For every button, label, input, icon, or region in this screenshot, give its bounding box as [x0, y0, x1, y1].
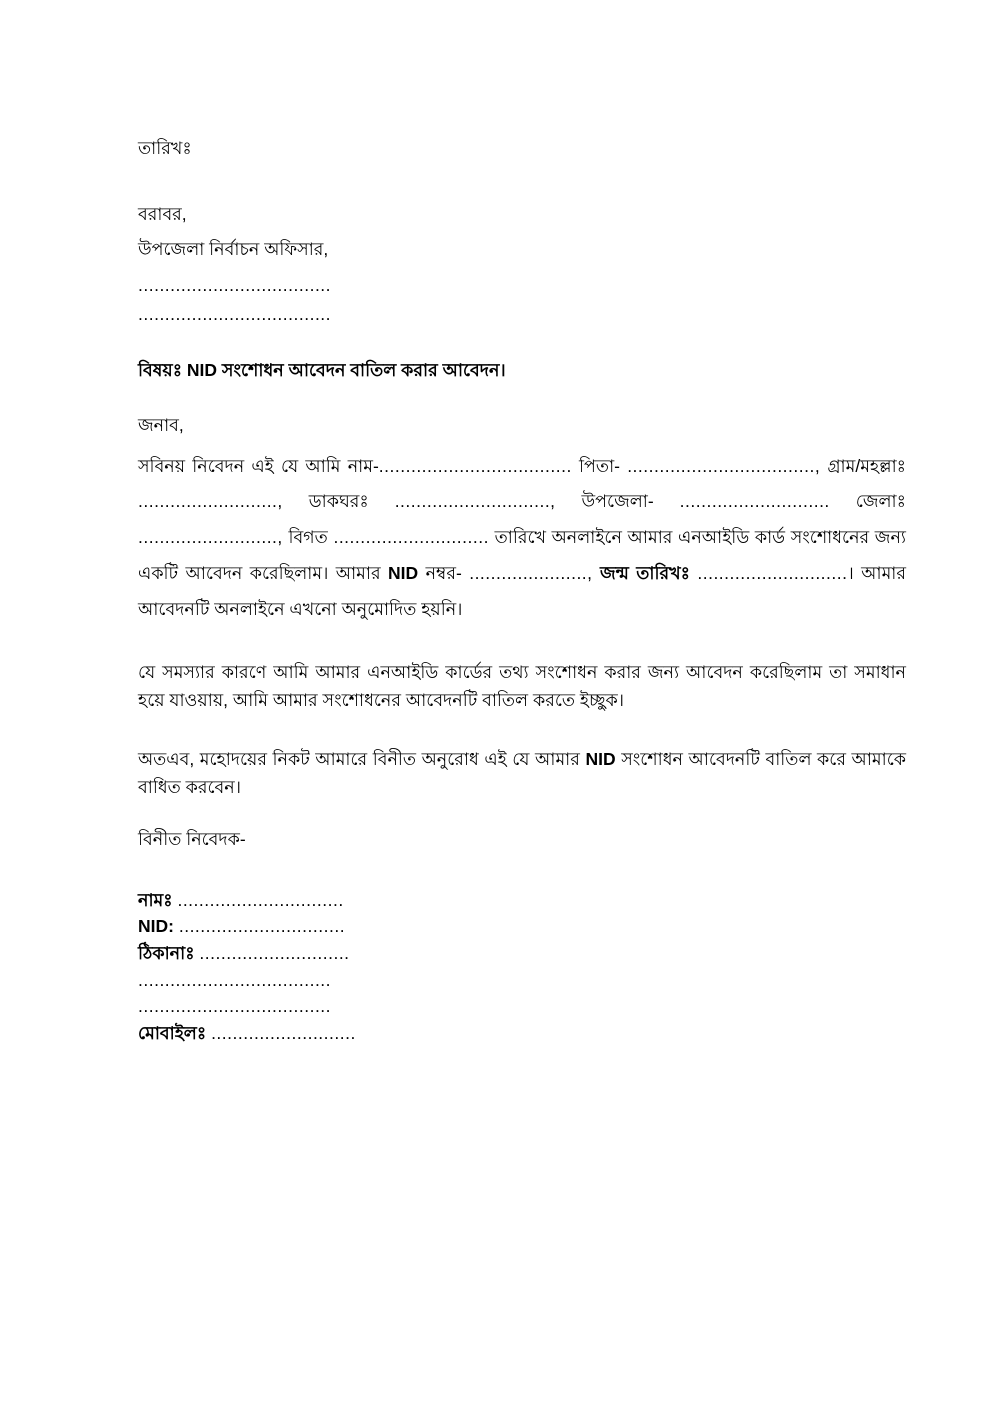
- signature-name-label: নামঃ: [138, 889, 173, 910]
- recipient-blank-2: ....................................: [138, 304, 332, 324]
- spacer-before-para1: [138, 435, 906, 449]
- signature-name-blank: ...............................: [177, 889, 344, 910]
- date-label: তারিখঃ: [138, 138, 192, 158]
- letter-body: [138, 140, 906, 1046]
- p1-segment-3: । আমার আবেদনটি অনলাইনে এখনো অনুমোদিত হয়নি।: [138, 563, 906, 619]
- p3-nid: NID: [585, 748, 616, 769]
- body-paragraph-3: [138, 745, 906, 802]
- addressee-to: বরাবর,: [138, 203, 187, 224]
- p1-label-number: নম্বর-: [425, 563, 462, 584]
- signature-address-blank-2: ....................................: [138, 969, 332, 990]
- p1-label-nid: NID: [388, 563, 419, 584]
- spacer-before-para2: [138, 628, 906, 658]
- p1-label-dob: জন্ম তারিখঃ: [599, 563, 690, 584]
- p1-blank-village: ..........................,: [138, 491, 283, 512]
- p1-blank-father: ...................................,: [627, 455, 821, 476]
- p1-segment-2: তারিখে অনলাইনে আমার এনআইডি কার্ড সংশোধনের জন্য একটি আবেদন করেছিলাম। আমার: [138, 527, 906, 584]
- signature-nid-blank: ...............................: [178, 916, 346, 937]
- recipient-office: উপজেলা নির্বাচন অফিসার,: [138, 239, 329, 259]
- recipient-blank-1: ....................................: [138, 274, 332, 295]
- signature-address-blank: ............................: [199, 942, 350, 963]
- recipient-blank-row-2: [138, 306, 906, 324]
- spacer-before-signature: [138, 849, 906, 887]
- p1-blank-district: ..........................,: [138, 527, 283, 548]
- spacer-before-subject: [138, 324, 906, 362]
- spacer-before-para3: [138, 715, 906, 745]
- greeting: জনাব,: [138, 415, 184, 435]
- p1-blank-upazila: ............................: [679, 491, 830, 512]
- greeting-row: [138, 417, 906, 435]
- signature-address-row: [138, 940, 906, 967]
- p1-blank-date: .............................: [333, 527, 489, 548]
- addressee-row: [138, 203, 906, 224]
- closing: বিনীত নিবেদক-: [138, 829, 246, 850]
- signature-address-blank-3: ....................................: [138, 996, 332, 1017]
- recipient-blank-row-1: [138, 274, 906, 295]
- spacer-before-closing: [138, 801, 906, 831]
- signature-name-row: [138, 887, 906, 914]
- p1-label-past: বিগত: [288, 527, 328, 548]
- p1-segment-1: সবিনয় নিবেদন এই যে আমি নাম-: [138, 455, 379, 476]
- closing-row: [138, 831, 906, 849]
- body-paragraph-2: যে সমস্যার কারণে আমি আমার এনআইডি কার্ডের তথ্য সংশোধন করার জন্য আবেদন করেছিলাম তা সমাধান হয়ে যাওয়ায়, আমি আমার সংশোধনের আবেদনটি বাতিল করতে ইচ্ছুক।: [138, 661, 906, 711]
- p1-label-post: ডাকঘরঃ: [308, 491, 369, 512]
- p3-after-nid: সংশোধন আবেদনটি বাতিল করে আমাকে বাধিত করবেন।: [138, 748, 906, 797]
- body-paragraph-1: [138, 449, 906, 628]
- signature-mobile-row: [138, 1020, 906, 1047]
- p1-blank-name: ....................................: [378, 455, 572, 476]
- signature-address-label: ঠিকানাঃ: [138, 942, 195, 963]
- spacer-before-greeting: [138, 379, 906, 417]
- p1-label-upazila: উপজেলা-: [581, 491, 654, 512]
- subject-row: [138, 359, 906, 380]
- recipient-office-row: [138, 241, 906, 259]
- p1-blank-nid: ......................,: [469, 563, 593, 584]
- signature-nid-label: NID:: [138, 916, 174, 937]
- subject-line: [138, 359, 906, 380]
- subject-text: NID সংশোধন আবেদন বাতিল করার আবেদন।: [186, 359, 506, 380]
- signature-mobile-blank: ...........................: [211, 1022, 356, 1043]
- subject-label: বিষয়ঃ: [138, 359, 183, 380]
- signature-mobile-label: মোবাইলঃ: [138, 1022, 207, 1043]
- spacer-after-date: [138, 158, 906, 206]
- date-line-row: [138, 140, 906, 158]
- p1-label-father: পিতা-: [579, 455, 620, 476]
- p1-label-district: জেলাঃ: [855, 491, 906, 512]
- p1-blank-dob: ............................: [697, 563, 848, 584]
- signature-nid-row: [138, 913, 906, 940]
- p1-label-village: গ্রাম/মহল্লাঃ: [827, 455, 906, 476]
- p1-blank-post: .............................,: [394, 491, 556, 512]
- p3-before-nid: অতএব, মহোদয়ের নিকট আমারে বিনীত অনুরোধ এই যে আমার: [138, 748, 580, 769]
- signature-block: [138, 887, 906, 1047]
